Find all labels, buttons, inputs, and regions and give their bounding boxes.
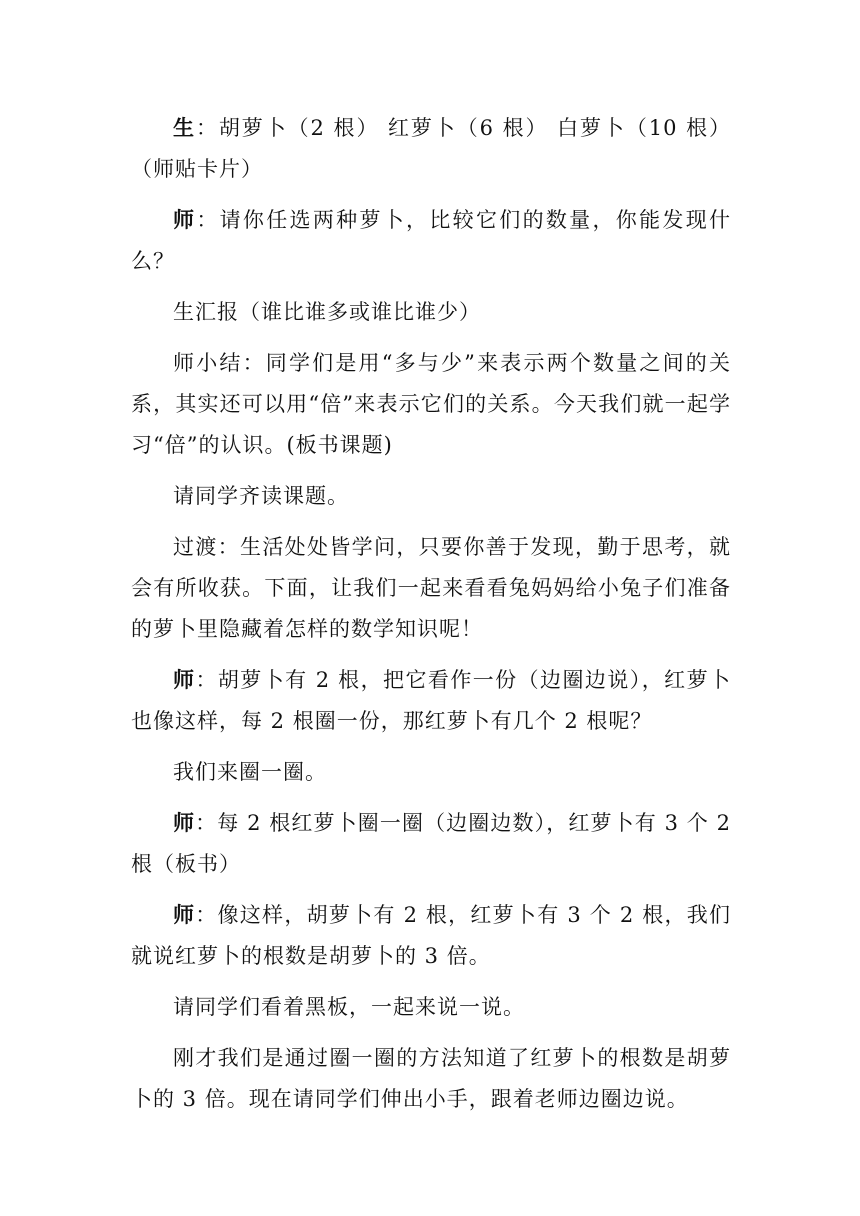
- document-page: [131, 108, 731, 1130]
- paragraph-1: [131, 108, 731, 190]
- paragraph-text: 请同学齐读课题。: [173, 484, 349, 508]
- paragraph-text: 我们来圈一圈。: [173, 760, 327, 784]
- speaker-label: 师: [173, 668, 196, 692]
- paragraph-4: [131, 343, 731, 466]
- paragraph-5: [131, 476, 731, 517]
- paragraph-12: [131, 1038, 731, 1120]
- paragraph-text: ：胡萝卜（2 根） 红萝卜（6 根） 白萝卜（10 根）（师贴卡片）: [131, 116, 732, 181]
- paragraph-text: ：每 2 根红萝卜圈一圈（边圈边数），红萝卜有 3 个 2 根（板书）: [131, 811, 732, 876]
- paragraph-text: ：请你任选两种萝卜，比较它们的数量，你能发现什么？: [131, 208, 732, 273]
- paragraph-text: 生汇报（谁比谁多或谁比谁少）: [173, 300, 481, 324]
- paragraph-text: ：像这样，胡萝卜有 2 根，红萝卜有 3 个 2 根，我们就说红萝卜的根数是胡萝卜的 3 倍。: [131, 903, 731, 968]
- paragraph-2: [131, 200, 731, 282]
- speaker-label: 师: [173, 208, 197, 232]
- paragraph-3: [131, 292, 731, 333]
- paragraph-7: [131, 660, 731, 742]
- paragraph-10: [131, 895, 731, 977]
- paragraph-9: [131, 803, 731, 885]
- paragraph-text: ：胡萝卜有 2 根，把它看作一份（边圈边说），红萝卜也像这样，每 2 根圈一份，那红萝卜有几个 2 根呢？: [131, 668, 731, 733]
- speaker-label: 生: [173, 116, 196, 140]
- paragraph-text: 过渡：生活处处皆学问，只要你善于发现，勤于思考，就会有所收获。下面，让我们一起来看看兔妈妈给小兔子们准备的萝卜里隐藏着怎样的数学知识呢！: [131, 535, 731, 641]
- paragraph-text: 刚才我们是通过圈一圈的方法知道了红萝卜的根数是胡萝卜的 3 倍。现在请同学们伸出小手，跟着老师边圈边说。: [131, 1046, 731, 1111]
- paragraph-6: [131, 527, 731, 650]
- speaker-label: 师: [173, 903, 196, 927]
- paragraph-text: 请同学们看着黑板，一起来说一说。: [173, 995, 525, 1019]
- paragraph-11: [131, 987, 731, 1028]
- paragraph-8: [131, 752, 731, 793]
- paragraph-text: 师小结：同学们是用“多与少”来表示两个数量之间的关系，其实还可以用“倍”来表示它们的关系。今天我们就一起学习“倍”的认识。(板书课题): [131, 351, 731, 457]
- speaker-label: 师: [173, 811, 196, 835]
